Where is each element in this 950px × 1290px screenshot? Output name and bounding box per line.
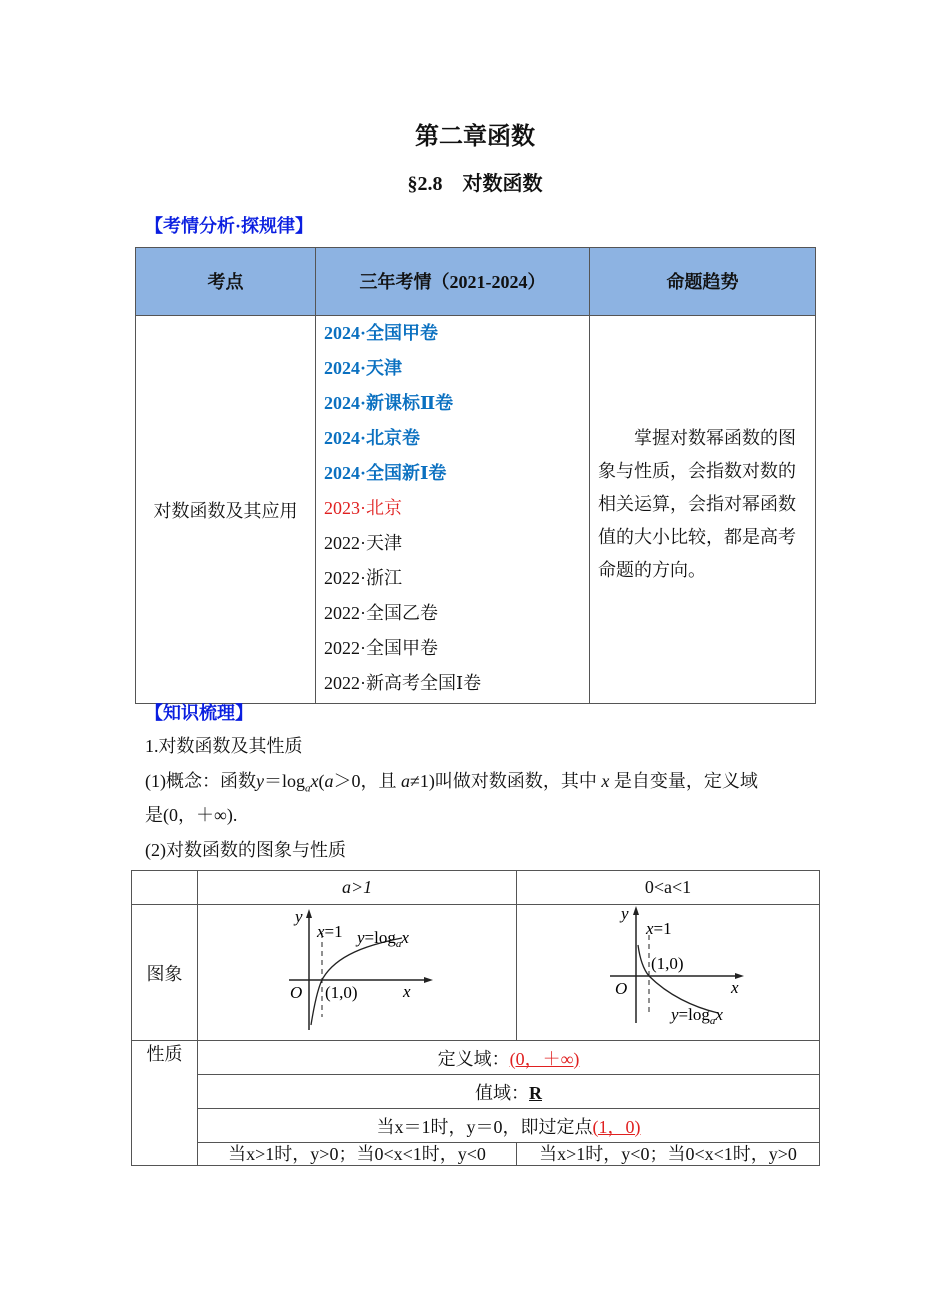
paragraph-4: (2)对数函数的图象与性质 [145, 840, 346, 860]
chapter-title: 第二章函数 [415, 124, 535, 150]
year-item: 2024·全国甲卷 [324, 323, 439, 343]
exam-analysis-heading: 【考情分析·探规律】 [145, 216, 314, 236]
year-item: 2022·全国甲卷 [324, 638, 438, 658]
paragraph-1: 1.对数函数及其性质 [145, 736, 303, 756]
header-years: 三年考情（2021-2024） [316, 248, 590, 316]
x1-label: x=1 [317, 922, 343, 941]
col-a-lt1: 0<a<1 [517, 871, 820, 905]
paragraph-3: 是(0，＋∞). [145, 805, 238, 825]
sign-lt1: 当x>1时，y<0；当0<x<1时，y>0 [517, 1143, 820, 1166]
empty-cell [132, 871, 198, 905]
svg-text:y=logax: $y=\log_ax$ [671, 1005, 723, 1027]
range-row [198, 1075, 820, 1109]
paragraph-2: (1)概念：函数$y=\log_ax(a>0$，且 a≠1)叫做对数函数，其中 x 是自变量，定义域 [145, 771, 758, 795]
domain-row [198, 1041, 820, 1075]
year-item: 2022·全国乙卷 [324, 603, 438, 623]
svg-text:O: O [615, 979, 628, 998]
year-item: 2023·北京 [324, 498, 402, 518]
log-decreasing-graph [518, 905, 818, 1035]
svg-text:y: y [621, 905, 629, 923]
origin-label: O [290, 983, 303, 1002]
domain-label: 定义域： [437, 1048, 510, 1069]
graph-a-gt1 [198, 905, 517, 1041]
svg-text:(1,0): (1,0) [651, 954, 684, 973]
year-item: 2022·浙江 [324, 568, 402, 588]
text: 叫做对数函数，其中 [434, 771, 597, 791]
sign-gt1: 当x>1时，y>0；当0<x<1时，y<0 [198, 1143, 517, 1166]
text: 是自变量，定义域 [613, 771, 758, 791]
fixed-point-text: 当x＝1时，y＝0，即过定点 [376, 1116, 593, 1137]
range-value: R [529, 1082, 542, 1103]
year-item: 2024·北京卷 [324, 428, 421, 448]
trend-cell: 掌握对数幂函数的图象与性质，会指数对数的相关运算，会指对幂函数值的大小比较，都是高考命题的方向。 [590, 316, 816, 704]
log-increasing-graph [207, 905, 507, 1035]
header-trend: 命题趋势 [590, 248, 816, 316]
row-graph-label: 图象 [132, 905, 198, 1041]
point-label: (1,0) [325, 983, 358, 1002]
fixed-point-value: (1，0) [592, 1116, 641, 1137]
svg-text:x: x [731, 978, 739, 997]
exam-analysis-table [135, 247, 816, 704]
year-item: 2022·新高考全国Ⅰ卷 [324, 673, 482, 693]
svg-text:x=1: x=1 [646, 919, 672, 938]
col-a-gt1: a>1 [198, 871, 517, 905]
y-axis-label: y [295, 907, 303, 926]
year-item: 2024·天津 [324, 358, 403, 378]
header-topic: 考点 [136, 248, 316, 316]
knowledge-heading: 【知识梳理】 [145, 703, 253, 723]
fixed-point-row [198, 1109, 820, 1143]
domain-value: (0，＋∞) [509, 1048, 580, 1069]
row-props-label: 性质 [132, 1041, 198, 1166]
x-axis-label: x [403, 982, 411, 1001]
years-cell [316, 316, 590, 704]
log-properties-table [131, 870, 820, 1166]
year-item: 2022·天津 [324, 533, 402, 553]
year-item: 2024·新课标Ⅱ卷 [324, 393, 454, 413]
curve-label: $y=\log_ax$ [357, 928, 409, 950]
topic-cell: 对数函数及其应用 [136, 316, 316, 704]
year-item: 2024·全国新Ⅰ卷 [324, 463, 447, 483]
section-title: §2.8 对数函数 [407, 173, 543, 195]
range-label: 值域： [475, 1082, 529, 1103]
graph-a-lt1 [517, 905, 820, 1041]
text: (1)概念：函数 [145, 771, 256, 791]
